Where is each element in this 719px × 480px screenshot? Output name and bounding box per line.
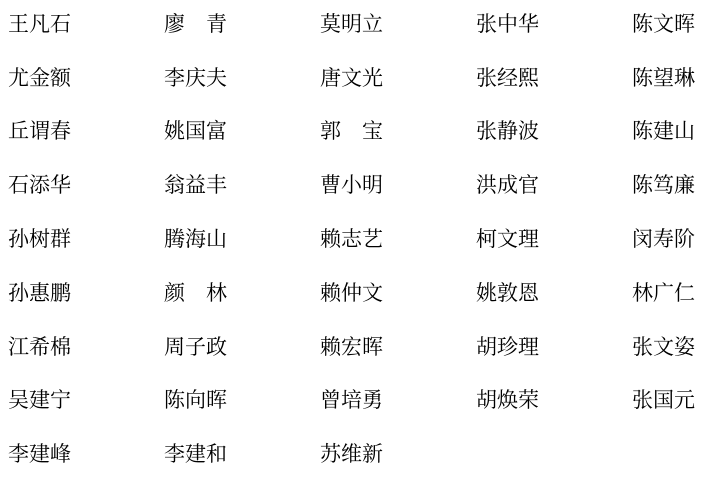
name-cell: 翁益丰 bbox=[164, 173, 227, 198]
name-cell: 莫明立 bbox=[320, 11, 383, 36]
name-grid bbox=[8, 0, 695, 480]
name-cell: 曾培勇 bbox=[320, 388, 383, 413]
name-cell: 周子政 bbox=[164, 334, 227, 359]
name-cell: 赖仲文 bbox=[320, 280, 383, 305]
name-cell: 郭 宝 bbox=[320, 119, 383, 144]
name-cell: 孙惠鹏 bbox=[8, 280, 71, 305]
name-cell: 张中华 bbox=[476, 11, 539, 36]
name-cell: 陈建山 bbox=[632, 119, 695, 144]
name-cell: 王凡石 bbox=[8, 11, 71, 36]
name-cell: 苏维新 bbox=[320, 442, 383, 467]
name-cell: 廖 青 bbox=[164, 11, 227, 36]
name-cell: 颜 林 bbox=[164, 280, 227, 305]
name-cell: 洪成官 bbox=[476, 173, 539, 198]
name-cell: 李建峰 bbox=[8, 442, 71, 467]
name-cell: 尤金额 bbox=[8, 65, 71, 90]
name-cell: 张文姿 bbox=[632, 334, 695, 359]
name-cell: 丘谓春 bbox=[8, 119, 71, 144]
name-cell: 柯文理 bbox=[476, 227, 539, 252]
name-cell: 闵寿阶 bbox=[632, 227, 695, 252]
name-cell: 吴建宁 bbox=[8, 388, 71, 413]
name-cell: 曹小明 bbox=[320, 173, 383, 198]
name-cell: 陈文晖 bbox=[632, 11, 695, 36]
name-cell: 姚国富 bbox=[164, 119, 227, 144]
name-cell: 赖志艺 bbox=[320, 227, 383, 252]
name-cell: 石添华 bbox=[8, 173, 71, 198]
name-cell: 张静波 bbox=[476, 119, 539, 144]
name-cell: 李建和 bbox=[164, 442, 227, 467]
name-cell: 陈笃廉 bbox=[632, 173, 695, 198]
name-cell: 唐文光 bbox=[320, 65, 383, 90]
name-cell: 胡珍理 bbox=[476, 334, 539, 359]
name-cell: 李庆夫 bbox=[164, 65, 227, 90]
name-cell: 腾海山 bbox=[164, 227, 227, 252]
name-cell: 陈望琳 bbox=[632, 65, 695, 90]
name-cell: 姚敦恩 bbox=[476, 280, 539, 305]
name-cell: 张国元 bbox=[632, 388, 695, 413]
name-cell: 林广仁 bbox=[632, 280, 695, 305]
name-cell: 张经熙 bbox=[476, 65, 539, 90]
name-cell: 胡焕荣 bbox=[476, 388, 539, 413]
name-cell: 赖宏晖 bbox=[320, 334, 383, 359]
name-cell: 孙树群 bbox=[8, 227, 71, 252]
name-cell: 江希棉 bbox=[8, 334, 71, 359]
name-cell: 陈向晖 bbox=[164, 388, 227, 413]
